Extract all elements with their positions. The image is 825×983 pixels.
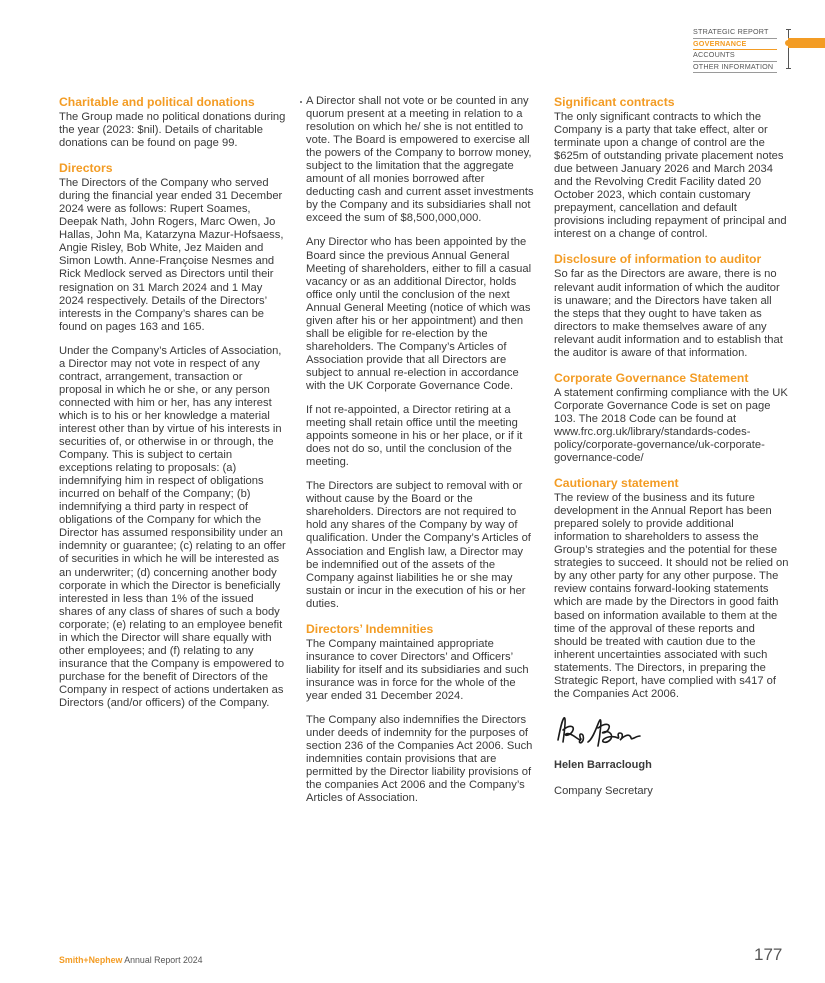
column-3 bbox=[554, 95, 789, 810]
column-2 bbox=[306, 95, 536, 816]
nav-item-strategic-report[interactable]: STRATEGIC REPORT bbox=[693, 27, 777, 39]
text-cautionary-statement: The review of the business and its future development in the Annual Report has been prepared solely to provide additional information to shareholders to assess the Group’s strategies and the potential for these strategies to succeed. It should not be relied on by any other party for any other purpose. The review contains forward-looking statements which are made by the Directors in good faith based on information available to them at the time of the approval of these reports and should be treated with caution due to the inherent uncertainties associated with such statements. The Directors, in preparing the Strategic Report, have complied with s417 of the Companies Act 2006. bbox=[554, 492, 789, 700]
text-director-voting: A Director shall not vote or be counted in any quorum present at a meeting in relation to a resolution on which he/ she is not entitled to vote. The Board is empowered to exercise all the powers of the Company to borrow money, subject to the limitation that the aggregate amount of all monies borrowed after deducting cash and current asset investments by the Company and its subsidiaries shall not exceed the sum of $8,500,000,000. bbox=[306, 95, 534, 225]
signatory-role: Company Secretary bbox=[554, 784, 653, 797]
nav-item-other-information[interactable]: OTHER INFORMATION bbox=[693, 62, 777, 74]
text-charitable-donations: The Group made no political donations during the year (2023: $nil). Details of charitable donations can be found on page 99. bbox=[59, 111, 286, 150]
heading-charitable-donations: Charitable and political donations bbox=[59, 95, 255, 109]
nav-item-governance[interactable]: GOVERNANCE bbox=[693, 39, 777, 51]
nav-item-accounts[interactable]: ACCOUNTS bbox=[693, 50, 777, 62]
text-director-retirement: If not re-appointed, a Director retiring at a meeting shall retain office until the meeting appoints someone in his or her place, or if it does not do so, until the conclusion of the meeting. bbox=[306, 404, 523, 469]
heading-auditor-disclosure: Disclosure of information to auditor bbox=[554, 252, 762, 267]
section-nav bbox=[693, 27, 825, 73]
signature-icon bbox=[554, 712, 644, 752]
footer-report-title: Annual Report 2024 bbox=[124, 955, 203, 965]
nav-active-marker bbox=[788, 38, 825, 48]
text-directors-list: The Directors of the Company who served during the financial year ended 31 December 2024 were as follows: Rupert Soames, Deepak Nath, John Rogers, Marc Owen, Jo Hallas, John Ma, Katarzyna Mazur-Hofsaess, Angie Risley, Bob White, Jez Maiden and Simon Lowth. Anne-Françoise Nesmes and Rick Medlock served as Directors until their resignation on 31 March 2024 and 1 May 2024 respectively. Details of the Directors’ interests in the Company’s shares can be found on pages 163 and 165. bbox=[59, 177, 284, 333]
heading-directors: Directors bbox=[59, 161, 113, 176]
nav-line bbox=[788, 29, 789, 69]
nav-tick bbox=[786, 29, 791, 30]
heading-significant-contracts: Significant contracts bbox=[554, 95, 675, 109]
nav-tick bbox=[786, 68, 791, 69]
text-auditor-disclosure: So far as the Directors are aware, there is no relevant audit information of which the auditor is unaware; and the Directors have taken all the steps that they ought to have taken as directors to make themselves aware of any relevant audit information and to establish that the auditor is aware of that information. bbox=[554, 268, 783, 359]
heading-cautionary-statement: Cautionary statement bbox=[554, 476, 679, 491]
heading-corporate-governance-statement: Corporate Governance Statement bbox=[554, 370, 749, 385]
text-corporate-governance-statement: A statement confirming compliance with the UK Corporate Governance Code is set on page 103. The 2018 Code can be found at www.frc.org.uk/library/standards-codes-policy/corporate-governance/uk-corporate-governance-code/ bbox=[554, 386, 788, 465]
heading-directors-indemnities: Directors’ Indemnities bbox=[306, 621, 434, 636]
footer bbox=[59, 955, 203, 965]
signature-image bbox=[554, 712, 789, 758]
text-director-appointment: Any Director who has been appointed by the Board since the previous Annual General Meeting of shareholders, either to fill a casual vacancy or as an additional Director, holds office only until the conclusion of the next Annual General Meeting (notice of which was given after his or her appointment) and then shall be eligible for re-election by the shareholders. The Company’s Articles of Association provide that all Directors are subject to annual re-election in accordance with the UK Corporate Governance Code. bbox=[306, 236, 532, 392]
text-significant-contracts: The only significant contracts to which the Company is a party that take effect, alter or terminate upon a change of control are the $625m of outstanding private placement notes due between January 2026 and March 2034 and the Revolving Credit Facility dated 20 October 2023, which contain customary prepayment, cancellation and default provisions including repayment of principal and interest on a change of control. bbox=[554, 111, 787, 241]
text-indemnities-insurance: The Company maintained appropriate insurance to cover Directors’ and Officers’ liability for itself and its subsidiaries and such insurance was in force for the whole of the year ended 31 December 2024. bbox=[306, 637, 529, 702]
signatory-name: Helen Barraclough bbox=[554, 758, 652, 771]
bullet-dot bbox=[300, 101, 302, 103]
text-director-removal: The Directors are subject to removal with or without cause by the Board or the shareholders. Directors are not required to hold any shares of the Company by way of qualification. Under the Company’s Articles of Association and English law, a Director may be indemnified out of the assets of the Company against liabilities he or she may sustain or incur in the execution of his or her duties. bbox=[306, 480, 531, 610]
column-1 bbox=[59, 95, 287, 721]
nav-active-dot bbox=[785, 40, 791, 46]
text-directors-articles: Under the Company’s Articles of Association, a Director may not vote in respect of any contract, arrangement, transaction or proposal in which he or she, or any person connected with him or her, has any interest which is to his or her knowledge a material interest other than by virtue of his interests in securities of, or otherwise in or through, the Company. This is subject to certain exceptions relating to proposals: (a) indemnifying him in respect of obligations incurred on behalf of the Company; (b) indemnifying a third party in respect of obligations of the Company for which the Director has assumed responsibility under an indemnity or guarantee; (c) relating to an offer of securities in which he will be interested as an underwriter; (d) concerning another body corporate in which the Director is beneficially interested in less than 1% of the issued shares of any class of shares of such a body corporate; (e) relating to an employee benefit in which the Director will share equally with other employees; and (f) relating to any insurance that the Company is empowered to purchase for the benefit of Directors of the Company in respect of actions undertaken as Directors (and/or officers) of the Company. bbox=[59, 344, 286, 709]
footer-brand: Smith+Nephew bbox=[59, 955, 123, 965]
page-number: 177 bbox=[754, 945, 783, 964]
text-indemnities-deeds: The Company also indemnifies the Directors under deeds of indemnity for the purposes of section 236 of the Companies Act 2006. Such indemnities contain provisions that are permitted by the Director liability provisions of the companies Act 2006 and the Company’s Articles of Association. bbox=[306, 713, 533, 805]
